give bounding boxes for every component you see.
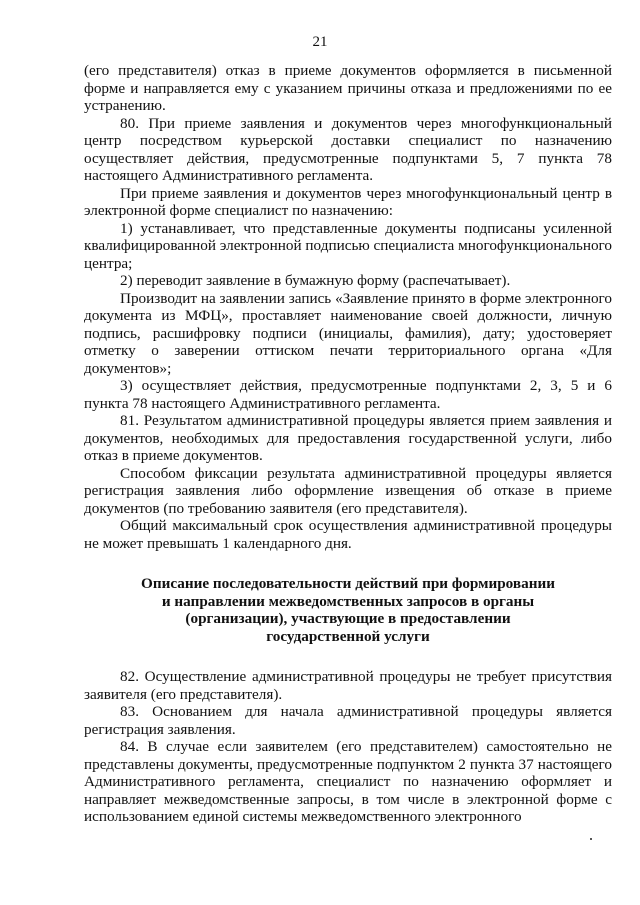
paragraph-81: 81. Результатом административной процедуры является прием заявления и документов, необходимых для предоставления государственной услуги, либо отказ в приеме документов. bbox=[84, 412, 612, 464]
paragraph-fixation-method: Способом фиксации результата административной процедуры является регистрация заявления либо оформление извещения об отказе в приеме документов (по требованию заявителя (его представителя). bbox=[84, 464, 612, 517]
heading-line: (организации), участвующие в предоставлении bbox=[185, 610, 511, 627]
list-item-3: 3) осуществляет действия, предусмотренные подпунктами 2, 3, 5 и 6 пункта 78 настоящего Административного регламента. bbox=[84, 377, 612, 412]
list-item-1: 1) устанавливает, что представленные документы подписаны усиленной квалифицированной электронной подписью специалиста многофункционального центра; bbox=[84, 219, 612, 272]
list-item-2: 2) переводит заявление в бумажную форму (распечатывает). bbox=[120, 272, 511, 289]
document-body bbox=[84, 62, 612, 826]
paragraph-80: 80. При приеме заявления и документов через многофункциональный центр посредством курьерской доставки специалист по назначению осуществляет действия, предусмотренные подпунктами 5, 7 пункта 78 настоящего Административного регламента. bbox=[84, 114, 612, 184]
paragraph-electronic-intake: При приеме заявления и документов через многофункциональный центр в электронной форме специалист по назначению: bbox=[84, 184, 612, 219]
paragraph-record-entry: Производит на заявлении запись «Заявление принято в форме электронного документа из МФЦ», проставляет наименование своей должности, личную подпись, расшифровку подписи (инициалы, фамилия), дату; удостоверяет отметку о заверении оттиском печати территориального органа «Для документов»; bbox=[84, 289, 612, 377]
heading-line: и направлении межведомственных запросов в органы bbox=[161, 592, 535, 610]
heading-line: Описание последовательности действий при формировании bbox=[141, 575, 555, 592]
paragraph-84: 84. В случае если заявителем (его представителем) самостоятельно не представлены документы, предусмотренные подпунктом 2 пункта 37 настоящего Административного регламента, специалист по назначению оформляет и направляет межведомственные запросы, в том числе в электронной форме с использованием единой системы межведомственного электронного bbox=[84, 738, 612, 825]
paragraph-83: 83. Основанием для начала административной процедуры является регистрация заявления. bbox=[84, 703, 612, 738]
page-number: 21 bbox=[312, 34, 328, 50]
heading-line: государственной услуги bbox=[266, 627, 430, 645]
scan-speck bbox=[590, 838, 592, 840]
section-heading bbox=[84, 575, 612, 645]
paragraph-continuation: (его представителя) отказ в приеме документов оформляется в письменной форме и направляется ему с указанием причины отказа и предложениями по ее устранению. bbox=[84, 62, 612, 114]
paragraph-max-term: Общий максимальный срок осуществления административной процедуры не может превышать 1 календарного дня. bbox=[84, 517, 612, 552]
paragraph-82: 82. Осуществление административной процедуры не требует присутствия заявителя (его представителя). bbox=[84, 668, 612, 703]
